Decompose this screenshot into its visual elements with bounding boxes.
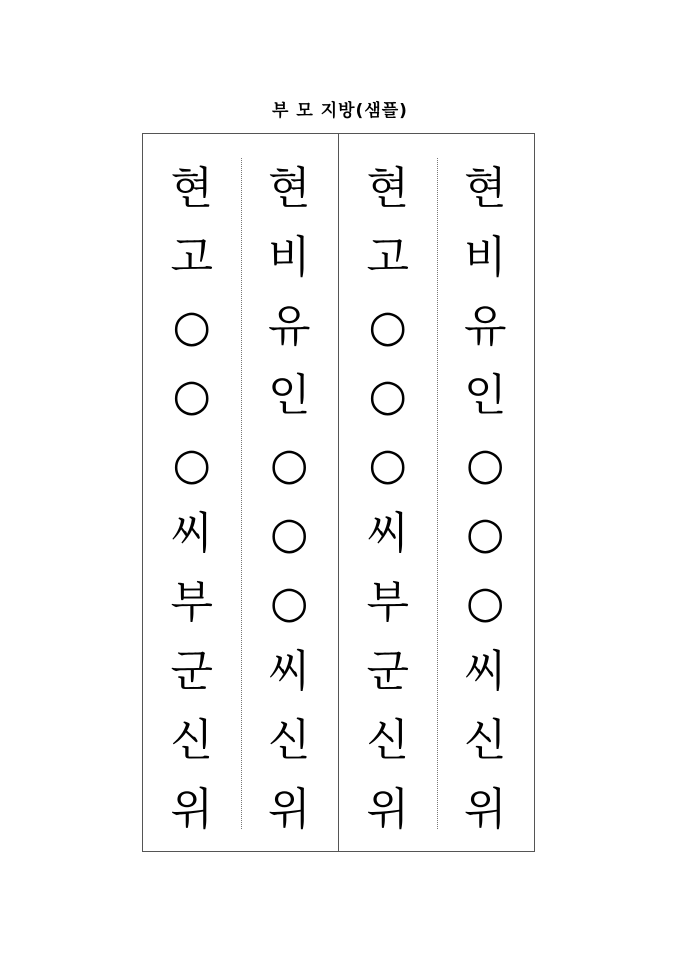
char-cell: 신	[463, 715, 507, 766]
char-cell: 부	[366, 577, 409, 628]
char-cell: 군	[170, 646, 213, 697]
char-cell: 인	[463, 370, 507, 421]
char-cell: ○	[270, 439, 309, 490]
char-cell: 비	[463, 232, 507, 283]
char-cell: 현	[463, 163, 507, 214]
char-cell: ○	[368, 370, 407, 421]
char-cell: 신	[366, 715, 409, 766]
char-cell: ○	[466, 577, 505, 628]
char-cell: 군	[366, 646, 409, 697]
char-cell: 신	[170, 715, 213, 766]
mother-column	[437, 134, 535, 851]
father-column	[339, 134, 437, 851]
char-cell: ○	[270, 577, 309, 628]
dotted-fold-line	[241, 158, 242, 829]
father-column	[143, 134, 241, 851]
char-cell: 유	[463, 301, 507, 352]
jibang-panel-right	[338, 134, 534, 851]
char-cell: ○	[466, 508, 505, 559]
char-cell: ○	[270, 508, 309, 559]
char-cell: ○	[368, 301, 407, 352]
char-cell: 위	[267, 784, 311, 835]
char-cell: ○	[368, 439, 407, 490]
char-cell: 인	[267, 370, 311, 421]
char-cell: 씨	[267, 646, 311, 697]
mother-column	[241, 134, 339, 851]
char-cell: 씨	[463, 646, 507, 697]
document-title: 부 모 지방(샘플)	[272, 101, 408, 121]
char-cell: 현	[366, 163, 409, 214]
char-cell: ○	[172, 301, 211, 352]
char-cell: 현	[170, 163, 213, 214]
char-cell: 부	[170, 577, 213, 628]
char-cell: 씨	[170, 508, 213, 559]
char-cell: 신	[267, 715, 311, 766]
char-cell: 고	[366, 232, 409, 283]
char-cell: 위	[366, 784, 409, 835]
dotted-fold-line	[437, 158, 438, 829]
char-cell: 유	[267, 301, 311, 352]
char-cell: ○	[466, 439, 505, 490]
char-cell: ○	[172, 370, 211, 421]
char-cell: 비	[267, 232, 311, 283]
char-cell: 위	[463, 784, 507, 835]
char-cell: ○	[172, 439, 211, 490]
char-cell: 위	[170, 784, 213, 835]
jibang-panel-left	[143, 134, 338, 851]
char-cell: 고	[170, 232, 213, 283]
char-cell: 현	[267, 163, 311, 214]
char-cell: 씨	[366, 508, 409, 559]
jibang-sheet	[142, 133, 535, 852]
